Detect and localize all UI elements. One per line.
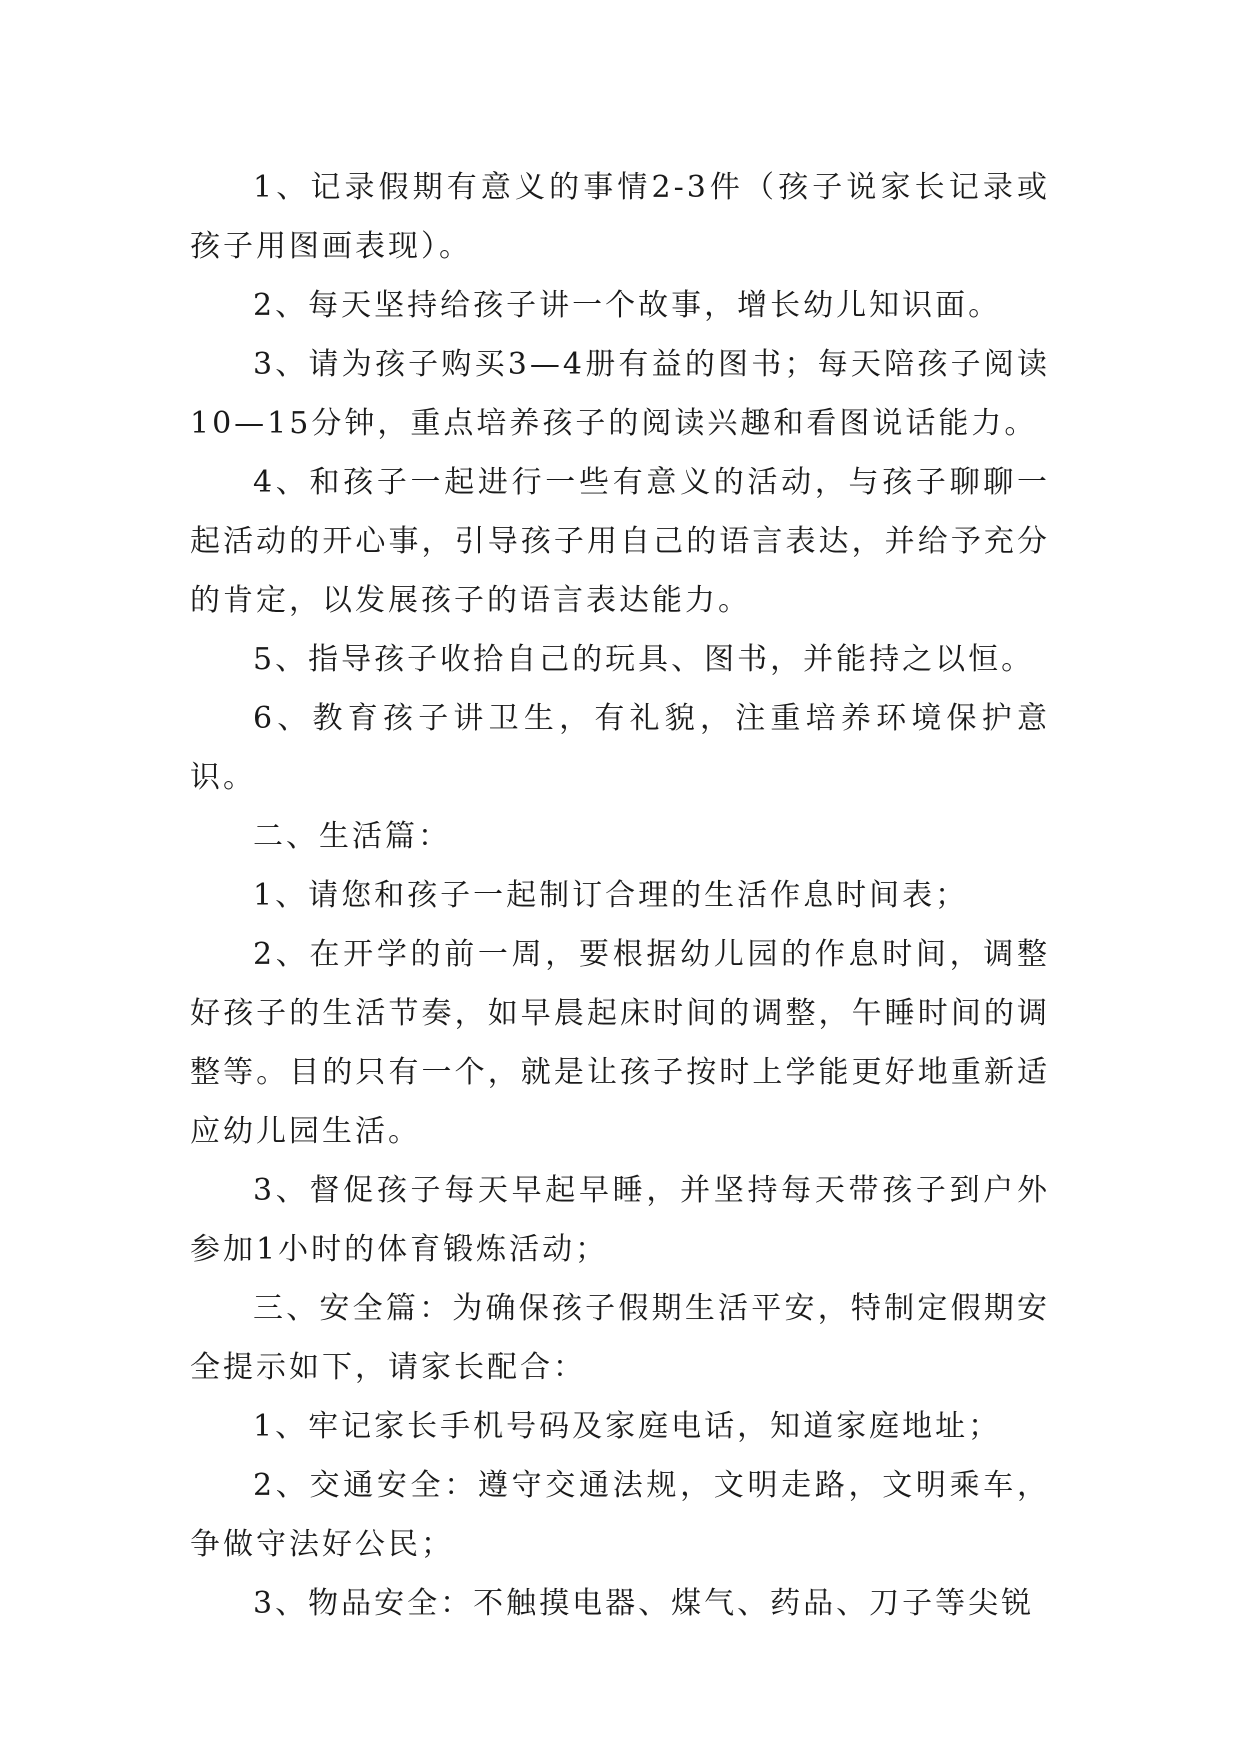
paragraph-life-3: 3、督促孩子每天早起早睡，并坚持每天带孩子到户外参加1小时的体育锻炼活动； [190, 1173, 1050, 1267]
paragraph-learning-4: 4、和孩子一起进行一些有意义的活动，与孩子聊聊一起活动的开心事，引导孩子用自己的语言表达，并给予充分的肯定，以发展孩子的语言表达能力。 [190, 465, 1050, 618]
paragraph-safety-1: 1、牢记家长手机号码及家庭电话，知道家庭地址； [253, 1409, 1002, 1444]
paragraph-learning-5: 5、指导孩子收拾自己的玩具、图书，并能持之以恒。 [253, 642, 1035, 677]
paragraph-safety-3: 3、物品安全：不触摸电器、煤气、药品、刀子等尖锐 [253, 1586, 1035, 1621]
paragraph-life-1: 1、请您和孩子一起制订合理的生活作息时间表； [253, 878, 969, 913]
paragraph-life-2: 2、在开学的前一周，要根据幼儿园的作息时间，调整好孩子的生活节奏，如早晨起床时间的调整，午睡时间的调整等。目的只有一个，就是让孩子按时上学能更好地重新适应幼儿园生活。 [190, 937, 1050, 1149]
paragraph-learning-1: 1、记录假期有意义的事情2-3件（孩子说家长记录或孩子用图画表现）。 [190, 170, 1050, 264]
section-heading-safety: 三、安全篇：为确保孩子假期生活平安，特制定假期安全提示如下，请家长配合： [190, 1291, 1050, 1385]
section-heading-life: 二、生活篇： [253, 819, 451, 854]
document-body [190, 158, 1050, 1633]
paragraph-learning-6: 6、教育孩子讲卫生，有礼貌，注重培养环境保护意识。 [190, 701, 1050, 795]
paragraph-safety-2: 2、交通安全：遵守交通法规，文明走路，文明乘车，争做守法好公民； [190, 1468, 1050, 1562]
paragraph-learning-3: 3、请为孩子购买3—4册有益的图书；每天陪孩子阅读10—15分钟，重点培养孩子的阅读兴趣和看图说话能力。 [190, 347, 1050, 441]
paragraph-learning-2: 2、每天坚持给孩子讲一个故事，增长幼儿知识面。 [253, 288, 1002, 323]
